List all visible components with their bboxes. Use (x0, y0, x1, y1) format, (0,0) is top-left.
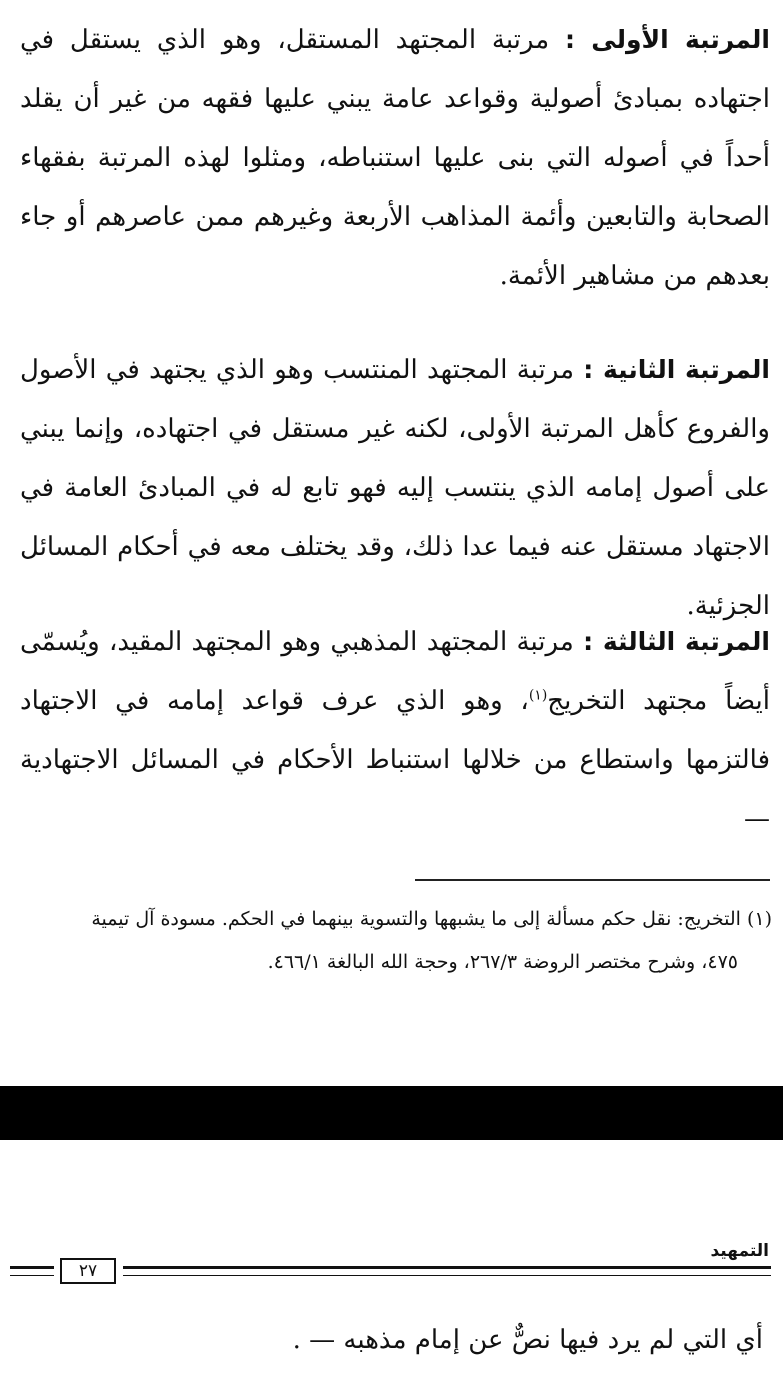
footnote-divider (415, 879, 770, 881)
paragraph-rank-second (20, 340, 770, 636)
paragraph-rank-third (20, 612, 770, 849)
rank-third-text-before: مرتبة المجتهد المذهبي وهو المجتهد المقيد، ويُسمّى أيضاً مجتهد التخريج (20, 627, 770, 716)
footnote-reference[interactable]: (١) (528, 687, 548, 704)
page-separator-band (0, 1086, 783, 1140)
footnote (20, 898, 772, 984)
rank-first-text: مرتبة المجتهد المستقل، وهو الذي يستقل في اجتهاده بمبادئ أصولية وقواعد عامة يبني عليها فقهه من غير أن يقلد أحداً في أصوله التي بنى عليها استنباطه، ومثلوا لهذه المرتبة بفقهاء الصحابة والتابعين وأئمة المذاهب الأربعة وغيرهم ممن عاصرهم أو جاء بعدهم من مشاهير الأئمة. (20, 25, 771, 291)
rank-second-text: مرتبة المجتهد المنتسب وهو الذي يجتهد في الأصول والفروع كأهل المرتبة الأولى، لكنه غير مستقل في اجتهاده، وإنما يبني على أصول إمامه الذي ينتسب إليه فهو تابع له في المبادئ العامة في الاجتهاد مستقل عنه فيما عدا ذلك، وقد يختلف معه في أحكام المسائل الجزئية. (20, 355, 770, 621)
paragraph-rank-first (20, 10, 770, 306)
header-rule-thick (123, 1266, 771, 1269)
rank-third-text-after: ، وهو الذي عرف قواعد إمامه في الاجتهاد فالتزمها واستطاع من خلالها استنباط الأحكام في المسائل الاجتهادية — (20, 686, 770, 834)
footnote-line-1: (١) التخريج: نقل حكم مسألة إلى ما يشبهها والتسوية بينهما في الحكم. مسودة آل تيمية (91, 908, 772, 930)
page-number-box: ٢٧ (60, 1258, 116, 1284)
running-header-title: التمهيد (710, 1241, 769, 1261)
next-page-continuation-text: أي التي لم يرد فيها نصٌّ عن إمام مذهبه — . (292, 1325, 763, 1355)
rank-first-label: المرتبة الأولى : (565, 25, 770, 54)
rank-second-label: المرتبة الثانية : (583, 355, 770, 384)
header-rule-thin (123, 1275, 771, 1276)
rank-third-label: المرتبة الثالثة : (583, 627, 770, 656)
header-rule-left-thin (10, 1275, 54, 1276)
header-rule-left-thick (10, 1266, 54, 1269)
footnote-line-2: ٤٧٥، وشرح مختصر الروضة ٢٦٧/٣، وحجة الله البالغة ٤٦٦/١. (267, 951, 738, 973)
